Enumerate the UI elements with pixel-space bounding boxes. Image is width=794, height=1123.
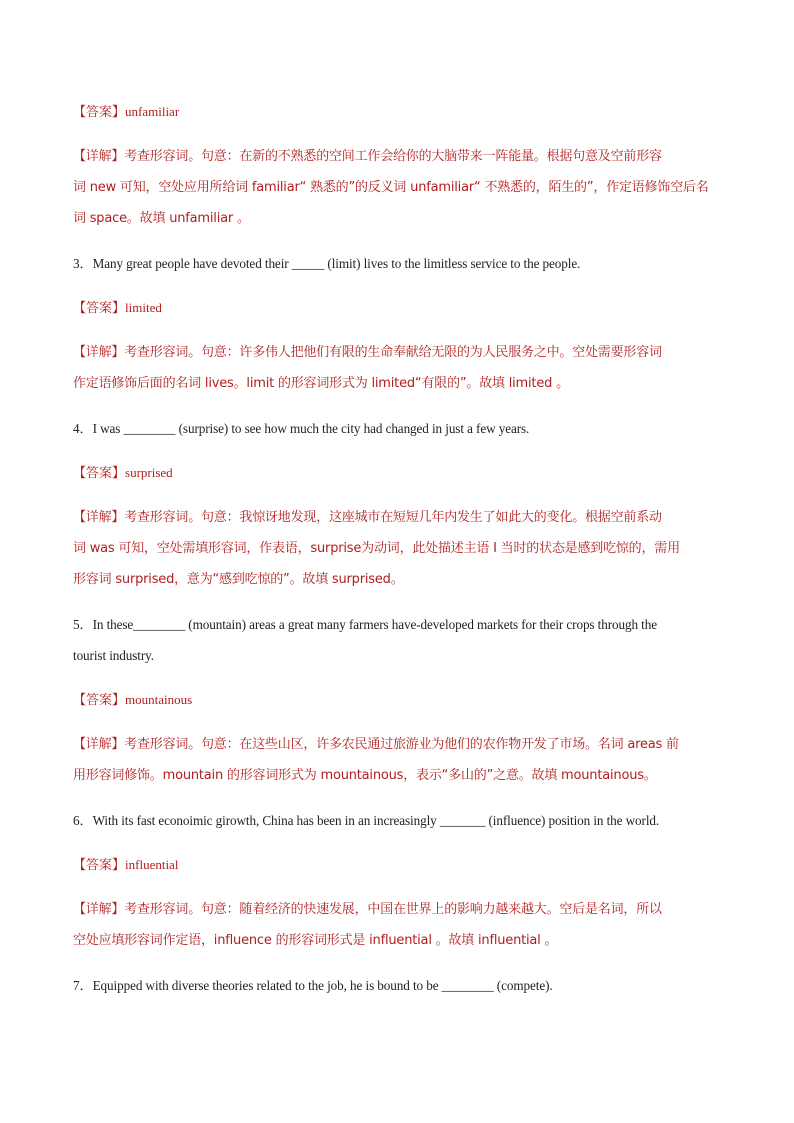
detail-line: 空处应填形容词作定语，influence 的形容词形式是 influential 。故填 influential 。: [73, 933, 558, 948]
answer-label: 【答案】: [73, 105, 126, 120]
detail-line: 词 space。故填 unfamiliar 。: [73, 211, 250, 226]
question-5-line-2: tourist industry.: [73, 648, 154, 663]
detail-line: 词 new 可知，空处应用所给词 familiar“ 熟悉的”的反义词 unfamiliar“ 不熟悉的，陌生的”，作定语修饰空后名: [73, 180, 709, 195]
detail-line: 【详解】考查形容词。句意：在这些山区，许多农民通过旅游业为他们的农作物开发了市场。名词 areas 前: [73, 737, 679, 752]
detail-line: 形容词 surprised，意为“感到吃惊的”。故填 surprised。: [73, 572, 404, 587]
answer-value: unfamiliar: [125, 104, 180, 119]
answer-line-5: [73, 684, 733, 716]
answer-value: limited: [125, 300, 162, 315]
answer-value: influential: [125, 857, 179, 872]
answer-value: surprised: [125, 465, 173, 480]
detail-line: 【详解】考查形容词。句意：许多伟人把他们有限的生命奉献给无限的为人民服务之中。空处需要形容词: [73, 345, 662, 360]
question-4: 4．I was ________ (surprise) to see how much the city had changed in just a few years.: [73, 421, 530, 436]
question-7: 7．Equipped with diverse theories related to the job, he is bound to be ________ (compete).: [73, 978, 553, 993]
detail-line: 词 was 可知，空处需填形容词，作表语，surprise为动词，此处描述主语 I 当时的状态是感到吃惊的，需用: [73, 541, 680, 556]
answer-line-6: [73, 849, 733, 881]
detail-line: 用形容词修饰。mountain 的形容词形式为 mountainous，表示“多山的”之意。故填 mountainous。: [73, 768, 657, 783]
detail-line: 【详解】考查形容词。句意：我惊讶地发现，这座城市在短短几年内发生了如此大的变化。根据空前系动: [73, 510, 662, 525]
question-6: 6．With its fast econoimic girowth, China has been in an increasingly _______ (influence) position in the world.: [73, 813, 660, 828]
detail-line: 【详解】考查形容词。句意：随着经济的快速发展，中国在世界上的影响力越来越大。空后是名词，所以: [73, 902, 662, 917]
answer-line-2: [73, 96, 733, 128]
detail-line: 【详解】考查形容词。句意：在新的不熟悉的空间工作会给你的大脑带来一阵能量。根据句意及空前形容: [73, 149, 662, 164]
answer-label: 【答案】: [73, 301, 126, 316]
answer-label: 【答案】: [73, 466, 126, 481]
question-3: 3．Many great people have devoted their _____ (limit) lives to the limitless service to the people.: [73, 256, 581, 271]
answer-line-3: [73, 292, 733, 324]
answer-line-4: [73, 457, 733, 489]
detail-line: 作定语修饰后面的名词 lives。limit 的形容词形式为 limited“有限的”。故填 limited 。: [73, 376, 569, 391]
question-5-line-1: 5．In these________ (mountain) areas a great many farmers have-developed markets for their crops through the: [73, 617, 657, 632]
answer-label: 【答案】: [73, 858, 126, 873]
answer-label: 【答案】: [73, 693, 126, 708]
answer-value: mountainous: [125, 692, 193, 707]
